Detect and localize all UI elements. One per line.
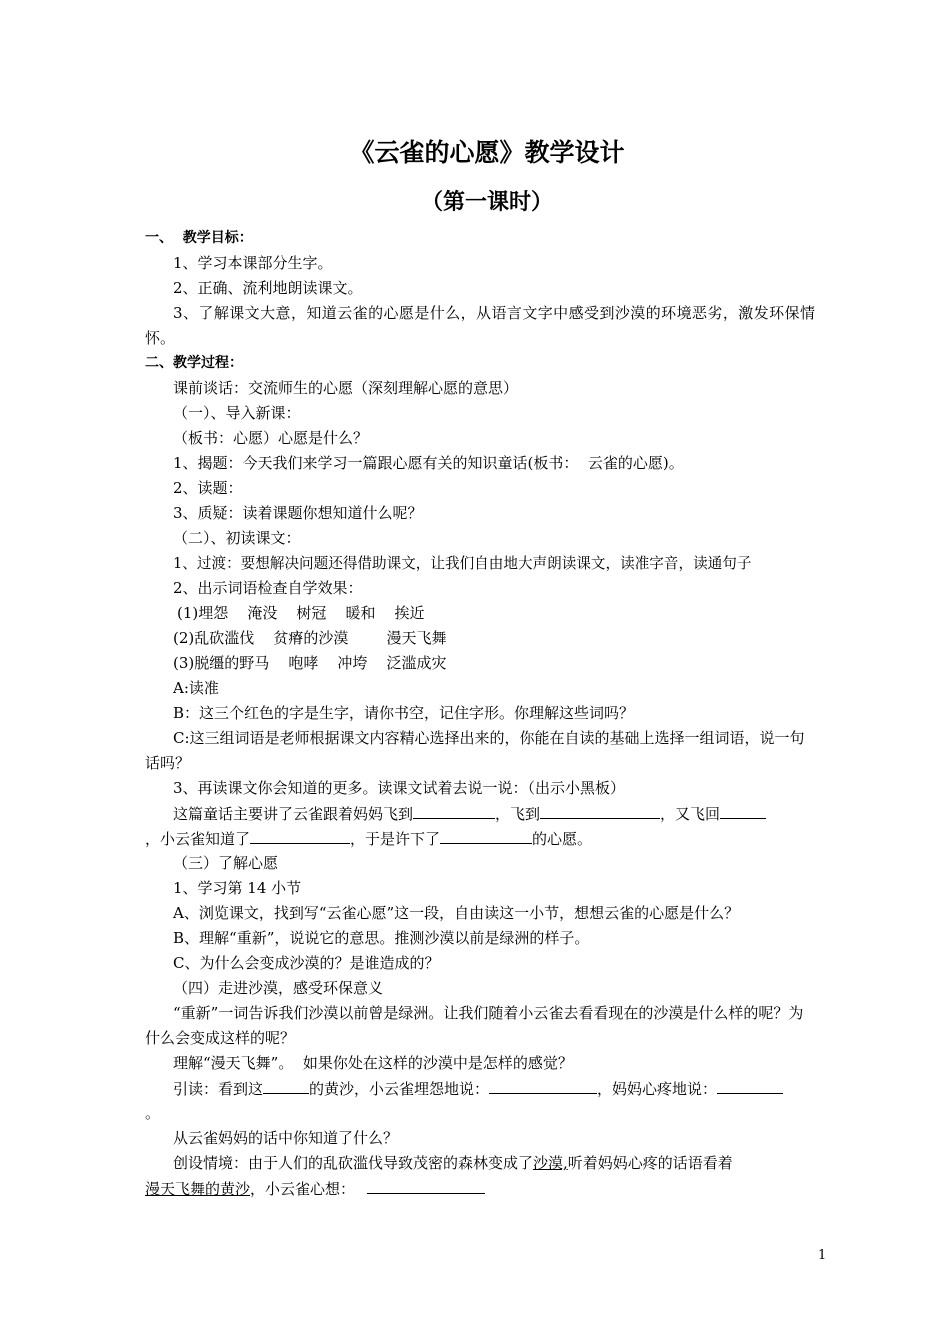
answer-blank[interactable] — [440, 826, 532, 844]
word-group: (3)脱缰的野马 咆哮 冲垮 泛滥成灾 — [173, 654, 447, 672]
board-note: （板书：心愿）心愿是什么？ — [173, 429, 369, 447]
answer-blank[interactable] — [489, 1076, 597, 1094]
guide-text: 引读：看到这 — [173, 1080, 264, 1098]
goal-item: 1、学习本课部分生字。 — [173, 254, 333, 272]
document-body — [145, 226, 815, 1201]
step-item: 1、学习第 14 小节 — [173, 879, 302, 897]
part1-heading: （一）、导入新课： — [173, 404, 301, 422]
pre-talk: 课前谈话：交流师生的心愿（深刻理解心愿的意思） — [173, 379, 519, 397]
step-item: 2、出示词语检查自学效果： — [173, 579, 363, 597]
step-item: 2、读题： — [173, 479, 243, 497]
word-group: (2)乱砍滥伐 贫瘠的沙漠 漫天飞舞 — [173, 629, 447, 647]
guide-text: 的黄沙，小云雀埋怨地说： — [309, 1080, 490, 1098]
scene-text: ，小云雀心想： — [250, 1180, 356, 1198]
step-item: 1、揭题：今天我们来学习一篇跟心愿有关的知识童话(板书： 云雀的心愿)。 — [173, 454, 684, 472]
fill-blank-line-2 — [145, 826, 815, 851]
answer-blank[interactable] — [717, 1076, 783, 1094]
step-item: 3、质疑：读着课题你想知道什么呢？ — [173, 504, 423, 522]
section2-heading: 二、教学过程： — [145, 355, 243, 371]
page-number: 1 — [818, 1248, 827, 1263]
answer-blank[interactable] — [540, 801, 660, 819]
part4-paragraph: “重新”一词告诉我们沙漠以前曾是绿洲。让我们随着小云雀去看看现在的沙漠是什么样的呢？为什么会变成这样的呢？ — [145, 1004, 804, 1047]
scene-text: 创设情境：由于人们的乱砍滥伐导致茂密的森林变成了 — [173, 1154, 534, 1172]
fill-text: ，于是许下了 — [350, 830, 441, 848]
activity-a: A:读准 — [173, 679, 219, 697]
activity-b: B、理解“重新”，说说它的意思。推测沙漠以前是绿洲的样子。 — [173, 929, 590, 947]
answer-blank[interactable] — [413, 801, 495, 819]
fill-text: 这篇童话主要讲了云雀跟着妈妈飞到 — [173, 805, 414, 823]
guided-reading-end: 。 — [145, 1104, 161, 1122]
guide-text: ，妈妈心疼地说： — [597, 1080, 718, 1098]
word-group: (1)埋怨 淹没 树冠 暖和 挨近 — [177, 604, 425, 622]
activity-c: C、为什么会变成沙漠的？是谁造成的？ — [173, 954, 440, 972]
underlined-text: 沙漠, — [533, 1154, 568, 1172]
step-item: 1、过渡：要想解决问题还得借助课文，让我们自由地大声朗读课文，读准字音，读通句子 — [173, 555, 752, 572]
activity-a: A、浏览课文，找到写“云雀心愿”这一段，自由读这一小节，想想云雀的心愿是什么？ — [173, 904, 740, 922]
part4-paragraph: 从云雀妈妈的话中你知道了什么？ — [173, 1129, 399, 1147]
section1-heading: 一、 教学目标： — [145, 230, 253, 246]
guided-reading-line — [145, 1076, 815, 1101]
fill-text: 的心愿。 — [532, 830, 593, 848]
step-item: 3、再读课文你会知道的更多。读课文试着去说一说：（出示小黑板） — [173, 779, 626, 797]
answer-blank[interactable] — [263, 1076, 309, 1094]
scene-text: 听着妈妈心疼的话语看着 — [567, 1154, 733, 1172]
fill-text: ，小云雀知道了 — [145, 830, 251, 848]
answer-blank[interactable] — [367, 1176, 485, 1194]
underlined-text: 漫天飞舞的黄沙 — [145, 1180, 251, 1198]
scene-line-1 — [145, 1151, 815, 1176]
document-subtitle: （第一课时） — [420, 190, 553, 215]
scene-line-2 — [145, 1176, 815, 1201]
part2-heading: （二）、初读课文： — [173, 529, 301, 547]
activity-b: B：这三个红色的字是生字，请你书空，记住字形。你理解这些词吗？ — [173, 704, 635, 722]
fill-blank-line-1 — [145, 801, 815, 826]
answer-blank[interactable] — [250, 826, 350, 844]
part4-paragraph: 理解“漫天飞舞”。 如果你处在这样的沙漠中是怎样的感觉？ — [173, 1054, 573, 1072]
fill-text: ，又飞回 — [660, 805, 721, 823]
document-title: 《云雀的心愿》教学设计 — [349, 138, 625, 167]
activity-c: C:这三组词语是老师根据课文内容精心选择出来的，你能在自读的基础上选择一组词语，说一句话吗？ — [145, 729, 805, 772]
goal-item: 3、了解课文大意，知道云雀的心愿是什么，从语言文字中感受到沙漠的环境恶劣，激发环保情怀。 — [145, 304, 815, 347]
goal-item: 2、正确、流利地朗读课文。 — [173, 279, 363, 297]
part4-heading: （四）走进沙漠，感受环保意义 — [173, 979, 384, 997]
fill-text: ，飞到 — [495, 805, 541, 823]
answer-blank[interactable] — [720, 801, 766, 819]
part3-heading: （三）了解心愿 — [173, 854, 279, 872]
